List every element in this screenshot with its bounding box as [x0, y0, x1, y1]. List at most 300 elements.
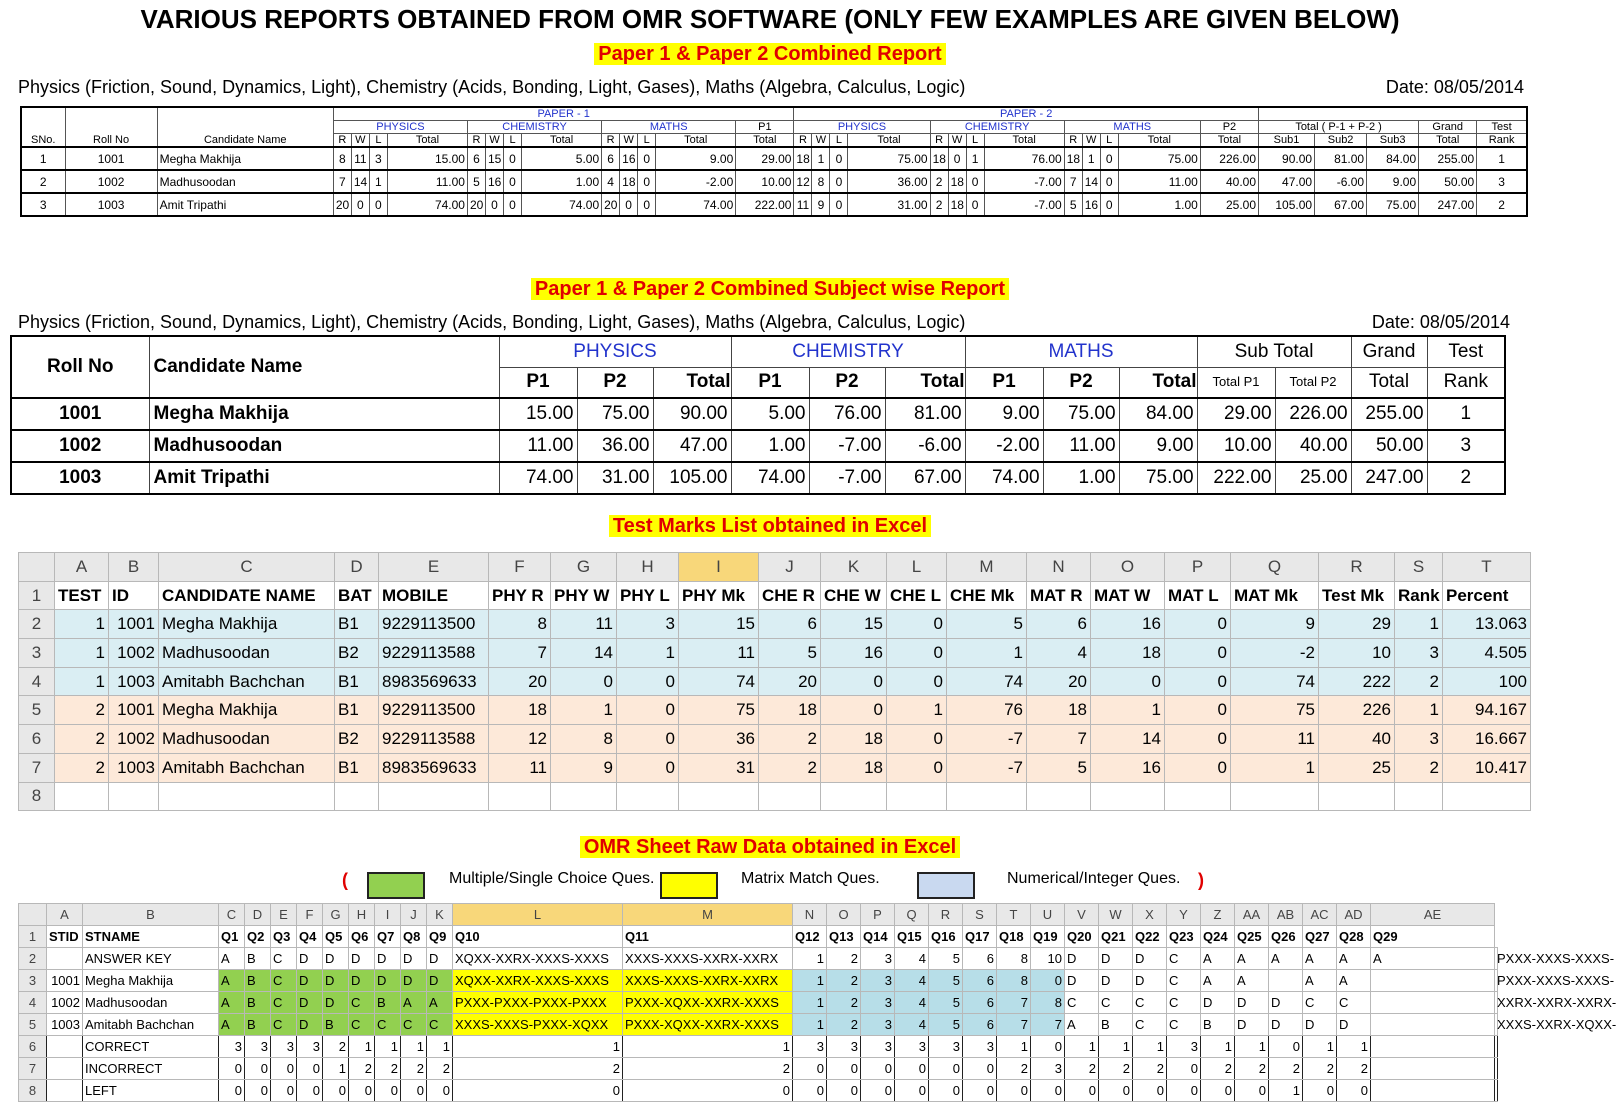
data-cell[interactable]: 15 [679, 610, 759, 639]
data-cell[interactable]: 5 [929, 1014, 963, 1036]
data-cell[interactable]: 100 [1443, 667, 1531, 696]
data-cell[interactable]: B [323, 1014, 349, 1036]
data-cell[interactable]: 0 [245, 1058, 271, 1080]
data-cell[interactable]: 4 [895, 1014, 929, 1036]
data-cell[interactable]: 4 [1027, 639, 1091, 668]
column-header[interactable]: E [271, 904, 297, 926]
data-cell[interactable]: C [1167, 1014, 1201, 1036]
data-cell[interactable]: 20 [759, 667, 821, 696]
data-cell[interactable]: 0 [401, 1080, 427, 1102]
data-cell[interactable]: C [1133, 1014, 1167, 1036]
data-cell[interactable]: 1 [427, 1036, 453, 1058]
data-cell[interactable]: 3 [861, 970, 895, 992]
column-header[interactable]: M [947, 553, 1027, 582]
row-header[interactable]: 4 [19, 992, 47, 1014]
test-marks-spreadsheet[interactable] [18, 552, 1531, 811]
data-cell[interactable]: 0 [887, 667, 947, 696]
data-cell[interactable]: 0 [323, 1080, 349, 1102]
data-cell[interactable]: 75 [679, 696, 759, 725]
header-cell[interactable]: Q12 [793, 926, 827, 948]
data-cell[interactable]: 4 [895, 970, 929, 992]
header-cell[interactable]: Q14 [861, 926, 895, 948]
data-cell[interactable]: 6 [963, 1014, 997, 1036]
column-header[interactable]: O [827, 904, 861, 926]
data-cell[interactable]: 3 [929, 1036, 963, 1058]
data-cell[interactable]: D [1303, 1014, 1337, 1036]
data-cell[interactable]: 0 [963, 1058, 997, 1080]
data-cell[interactable]: 5 [759, 639, 821, 668]
data-cell[interactable]: 9229113500 [379, 696, 489, 725]
data-cell[interactable] [1495, 1036, 1498, 1058]
empty-cell[interactable] [679, 782, 759, 811]
header-cell[interactable]: MAT R [1027, 581, 1091, 610]
data-cell[interactable]: 1 [617, 639, 679, 668]
header-cell[interactable]: MAT L [1165, 581, 1231, 610]
data-cell[interactable]: 6 [759, 610, 821, 639]
data-cell[interactable]: 1 [1065, 1036, 1099, 1058]
data-cell[interactable]: 0 [963, 1080, 997, 1102]
data-cell[interactable]: B [245, 1014, 271, 1036]
data-cell[interactable]: Megha Makhija [159, 610, 335, 639]
header-cell[interactable]: Q19 [1031, 926, 1065, 948]
data-cell[interactable]: 4 [895, 992, 929, 1014]
header-cell[interactable]: Q26 [1269, 926, 1303, 948]
data-cell[interactable]: 6 [963, 948, 997, 970]
row-header[interactable]: 5 [19, 1014, 47, 1036]
data-cell[interactable] [47, 948, 83, 970]
data-cell[interactable]: XXXS-XXRX-XQXX- [1495, 1014, 1498, 1036]
data-cell[interactable]: Madhusoodan [159, 639, 335, 668]
empty-cell[interactable] [335, 782, 379, 811]
row-header[interactable]: 8 [19, 1080, 47, 1102]
data-cell[interactable]: 5 [929, 970, 963, 992]
data-cell[interactable]: 5 [1027, 753, 1091, 782]
data-cell[interactable]: A [1201, 948, 1235, 970]
data-cell[interactable]: 3 [1395, 639, 1443, 668]
data-cell[interactable]: 6 [1027, 610, 1091, 639]
header-cell[interactable]: Q21 [1099, 926, 1133, 948]
header-cell[interactable]: Q9 [427, 926, 453, 948]
data-cell[interactable]: 2 [827, 992, 861, 1014]
data-cell[interactable]: A [427, 992, 453, 1014]
data-cell[interactable]: 0 [1165, 639, 1231, 668]
data-cell[interactable]: 1 [401, 1036, 427, 1058]
data-cell[interactable]: 9 [551, 753, 617, 782]
data-cell[interactable]: D [1065, 948, 1099, 970]
header-cell[interactable]: CHE Mk [947, 581, 1027, 610]
empty-cell[interactable] [887, 782, 947, 811]
data-cell[interactable]: A [1065, 1014, 1099, 1036]
data-cell[interactable]: 1 [1099, 1036, 1133, 1058]
data-cell[interactable]: 3 [1395, 725, 1443, 754]
data-cell[interactable]: 3 [271, 1036, 297, 1058]
data-cell[interactable]: 2 [827, 948, 861, 970]
data-cell[interactable] [1371, 970, 1495, 992]
data-cell[interactable]: A [1269, 948, 1303, 970]
data-cell[interactable]: D [1065, 970, 1099, 992]
data-cell[interactable]: 2 [1395, 667, 1443, 696]
data-cell[interactable]: 76 [947, 696, 1027, 725]
header-cell[interactable]: Q13 [827, 926, 861, 948]
data-cell[interactable]: 0 [821, 667, 887, 696]
data-cell[interactable]: 40 [1319, 725, 1395, 754]
data-cell[interactable]: 7 [1031, 1014, 1065, 1036]
column-header[interactable]: P [1165, 553, 1231, 582]
data-cell[interactable]: 9229113500 [379, 610, 489, 639]
data-cell[interactable]: D [375, 948, 401, 970]
row-header[interactable]: 3 [19, 639, 55, 668]
data-cell[interactable]: C [1337, 992, 1371, 1014]
data-cell[interactable]: 0 [349, 1080, 375, 1102]
empty-cell[interactable] [159, 782, 335, 811]
data-cell[interactable]: 0 [929, 1058, 963, 1080]
data-cell[interactable]: A [1201, 970, 1235, 992]
column-header[interactable]: AB [1269, 904, 1303, 926]
data-cell[interactable]: 0 [271, 1080, 297, 1102]
data-cell[interactable]: C [271, 948, 297, 970]
data-cell[interactable]: A [1303, 970, 1337, 992]
data-cell[interactable]: A [1235, 970, 1269, 992]
data-cell[interactable]: 2 [427, 1058, 453, 1080]
header-cell[interactable]: PHY W [551, 581, 617, 610]
data-cell[interactable]: 13.063 [1443, 610, 1531, 639]
row-header[interactable]: 2 [19, 948, 47, 970]
data-cell[interactable]: 0 [1165, 610, 1231, 639]
data-cell[interactable]: Madhusoodan [83, 992, 219, 1014]
column-header[interactable]: X [1133, 904, 1167, 926]
data-cell[interactable]: B [375, 992, 401, 1014]
data-cell[interactable]: C [349, 992, 375, 1014]
data-cell[interactable]: B2 [335, 725, 379, 754]
column-header[interactable]: O [1091, 553, 1165, 582]
data-cell[interactable]: 2 [1065, 1058, 1099, 1080]
column-header[interactable]: S [1395, 553, 1443, 582]
data-cell[interactable]: 1001 [109, 696, 159, 725]
data-cell[interactable]: D [1099, 970, 1133, 992]
data-cell[interactable]: 1 [1395, 696, 1443, 725]
data-cell[interactable]: 1 [55, 639, 109, 668]
column-header[interactable]: G [551, 553, 617, 582]
data-cell[interactable]: 18 [1027, 696, 1091, 725]
data-cell[interactable]: B1 [335, 696, 379, 725]
data-cell[interactable]: 0 [623, 1080, 793, 1102]
data-cell[interactable]: 0 [887, 725, 947, 754]
data-cell[interactable]: 15 [821, 610, 887, 639]
data-cell[interactable]: 75 [1231, 696, 1319, 725]
column-header[interactable]: D [335, 553, 379, 582]
data-cell[interactable] [1495, 1058, 1498, 1080]
header-cell[interactable]: Q17 [963, 926, 997, 948]
empty-cell[interactable] [759, 782, 821, 811]
data-cell[interactable]: 1 [349, 1036, 375, 1058]
data-cell[interactable]: 2 [401, 1058, 427, 1080]
data-cell[interactable]: 3 [963, 1036, 997, 1058]
data-cell[interactable]: Megha Makhija [83, 970, 219, 992]
header-cell[interactable]: Q3 [271, 926, 297, 948]
data-cell[interactable]: C [1167, 992, 1201, 1014]
data-cell[interactable]: 5 [929, 948, 963, 970]
data-cell[interactable]: D [1269, 992, 1303, 1014]
data-cell[interactable]: 1 [793, 970, 827, 992]
header-cell[interactable]: Q5 [323, 926, 349, 948]
data-cell[interactable]: 2 [1303, 1058, 1337, 1080]
data-cell[interactable]: 7 [997, 1014, 1031, 1036]
data-cell[interactable]: 1 [1395, 610, 1443, 639]
data-cell[interactable]: 3 [219, 1036, 245, 1058]
data-cell[interactable]: 222 [1319, 667, 1395, 696]
data-cell[interactable]: C [427, 1014, 453, 1036]
data-cell[interactable]: B [1201, 1014, 1235, 1036]
header-cell[interactable]: Test Mk [1319, 581, 1395, 610]
data-cell[interactable] [47, 1080, 83, 1102]
data-cell[interactable]: D [427, 970, 453, 992]
header-cell[interactable]: Q16 [929, 926, 963, 948]
data-cell[interactable]: 0 [861, 1058, 895, 1080]
data-cell[interactable]: 0 [1235, 1080, 1269, 1102]
data-cell[interactable]: Amitabh Bachchan [159, 667, 335, 696]
data-cell[interactable]: 11 [1231, 725, 1319, 754]
data-cell[interactable]: B [245, 948, 271, 970]
data-cell[interactable]: 8 [489, 610, 551, 639]
data-cell[interactable]: 0 [929, 1080, 963, 1102]
data-cell[interactable]: 3 [245, 1036, 271, 1058]
data-cell[interactable]: C [1065, 992, 1099, 1014]
column-header[interactable]: L [453, 904, 623, 926]
data-cell[interactable]: 0 [887, 753, 947, 782]
data-cell[interactable]: A [219, 970, 245, 992]
data-cell[interactable]: 1003 [109, 667, 159, 696]
header-cell[interactable]: Q25 [1235, 926, 1269, 948]
data-cell[interactable]: 9229113588 [379, 725, 489, 754]
data-cell[interactable]: 2 [1337, 1058, 1371, 1080]
empty-cell[interactable] [1443, 782, 1531, 811]
data-cell[interactable]: D [297, 1014, 323, 1036]
data-cell[interactable]: 1 [1337, 1036, 1371, 1058]
data-cell[interactable]: 1 [623, 1036, 793, 1058]
data-cell[interactable]: 1002 [109, 725, 159, 754]
data-cell[interactable]: 3 [895, 1036, 929, 1058]
data-cell[interactable]: 3 [861, 992, 895, 1014]
data-cell[interactable]: 25 [1319, 753, 1395, 782]
data-cell[interactable]: C [1099, 992, 1133, 1014]
data-cell[interactable]: 0 [997, 1080, 1031, 1102]
data-cell[interactable] [1371, 1080, 1495, 1102]
data-cell[interactable]: 9 [1231, 610, 1319, 639]
header-cell[interactable]: TEST [55, 581, 109, 610]
column-header[interactable]: B [83, 904, 219, 926]
data-cell[interactable]: 4 [895, 948, 929, 970]
header-cell[interactable]: Q18 [997, 926, 1031, 948]
data-cell[interactable] [1371, 1014, 1495, 1036]
data-cell[interactable]: 20 [489, 667, 551, 696]
header-cell[interactable]: Q11 [623, 926, 793, 948]
data-cell[interactable]: 0 [1031, 1080, 1065, 1102]
data-cell[interactable]: 0 [895, 1080, 929, 1102]
column-header[interactable]: I [375, 904, 401, 926]
column-header[interactable]: V [1065, 904, 1099, 926]
data-cell[interactable]: 3 [861, 1036, 895, 1058]
header-cell[interactable]: Q28 [1337, 926, 1371, 948]
data-cell[interactable]: D [1269, 1014, 1303, 1036]
empty-cell[interactable] [821, 782, 887, 811]
data-cell[interactable]: B2 [335, 639, 379, 668]
header-cell[interactable]: CHE R [759, 581, 821, 610]
column-header[interactable]: Q [1231, 553, 1319, 582]
data-cell[interactable]: 1 [793, 948, 827, 970]
data-cell[interactable]: PXXX-XQXX-XXRX-XXXS [623, 992, 793, 1014]
data-cell[interactable]: 1 [551, 696, 617, 725]
row-header[interactable]: 3 [19, 970, 47, 992]
header-cell[interactable]: Q15 [895, 926, 929, 948]
column-header[interactable]: T [1443, 553, 1531, 582]
data-cell[interactable]: 94.167 [1443, 696, 1531, 725]
data-cell[interactable]: 14 [1091, 725, 1165, 754]
column-header[interactable]: K [427, 904, 453, 926]
empty-cell[interactable] [55, 782, 109, 811]
data-cell[interactable]: 6 [963, 970, 997, 992]
data-cell[interactable]: 0 [219, 1058, 245, 1080]
column-header[interactable]: C [159, 553, 335, 582]
data-cell[interactable]: 11 [489, 753, 551, 782]
row-header[interactable]: 1 [19, 926, 47, 948]
row-header[interactable]: 5 [19, 696, 55, 725]
data-cell[interactable]: Amitabh Bachchan [83, 1014, 219, 1036]
data-cell[interactable]: A [1303, 948, 1337, 970]
data-cell[interactable]: -7 [947, 725, 1027, 754]
data-cell[interactable]: 0 [827, 1080, 861, 1102]
column-header[interactable]: W [1099, 904, 1133, 926]
data-cell[interactable]: 10.417 [1443, 753, 1531, 782]
row-header[interactable]: 6 [19, 725, 55, 754]
header-cell[interactable]: Q4 [297, 926, 323, 948]
header-cell[interactable]: Rank [1395, 581, 1443, 610]
data-cell[interactable]: 0 [1167, 1058, 1201, 1080]
data-cell[interactable]: A [1337, 970, 1371, 992]
column-header[interactable]: Y [1167, 904, 1201, 926]
header-cell[interactable]: Q6 [349, 926, 375, 948]
data-cell[interactable]: 1002 [47, 992, 83, 1014]
data-cell[interactable]: 2 [827, 1014, 861, 1036]
column-header[interactable]: K [821, 553, 887, 582]
data-cell[interactable]: 0 [375, 1080, 401, 1102]
data-cell[interactable]: 0 [827, 1058, 861, 1080]
data-cell[interactable]: 18 [821, 725, 887, 754]
data-cell[interactable]: CORRECT [83, 1036, 219, 1058]
data-cell[interactable]: 3 [861, 1014, 895, 1036]
data-cell[interactable]: 0 [297, 1058, 323, 1080]
data-cell[interactable] [47, 1058, 83, 1080]
row-header[interactable]: 4 [19, 667, 55, 696]
data-cell[interactable]: C [401, 1014, 427, 1036]
empty-cell[interactable] [1165, 782, 1231, 811]
data-cell[interactable]: B [245, 970, 271, 992]
column-header[interactable]: M [623, 904, 793, 926]
data-cell[interactable]: 10 [1031, 948, 1065, 970]
data-cell[interactable]: 2 [1201, 1058, 1235, 1080]
data-cell[interactable]: 8 [551, 725, 617, 754]
data-cell[interactable]: 0 [1031, 970, 1065, 992]
data-cell[interactable]: 7 [997, 992, 1031, 1014]
column-header[interactable]: Z [1201, 904, 1235, 926]
data-cell[interactable]: 1 [55, 667, 109, 696]
data-cell[interactable]: D [375, 970, 401, 992]
data-cell[interactable]: XXRX-XXRX-XXRX- [1495, 992, 1498, 1014]
data-cell[interactable]: 16 [821, 639, 887, 668]
header-cell[interactable]: Q24 [1201, 926, 1235, 948]
data-cell[interactable]: 0 [1165, 696, 1231, 725]
header-cell[interactable]: MAT W [1091, 581, 1165, 610]
column-header[interactable]: I [679, 553, 759, 582]
data-cell[interactable]: D [297, 992, 323, 1014]
data-cell[interactable]: B [245, 992, 271, 1014]
data-cell[interactable]: 29 [1319, 610, 1395, 639]
data-cell[interactable]: 0 [245, 1080, 271, 1102]
data-cell[interactable]: 226 [1319, 696, 1395, 725]
header-cell[interactable]: Q8 [401, 926, 427, 948]
data-cell[interactable]: 3 [297, 1036, 323, 1058]
data-cell[interactable]: 2 [1099, 1058, 1133, 1080]
data-cell[interactable]: 2 [55, 753, 109, 782]
data-cell[interactable]: 0 [1133, 1080, 1167, 1102]
data-cell[interactable]: 74 [1231, 667, 1319, 696]
data-cell[interactable]: PXXX-XXXS-XXXS- [1495, 948, 1498, 970]
data-cell[interactable]: 74 [679, 667, 759, 696]
data-cell[interactable]: 0 [1165, 667, 1231, 696]
column-header[interactable]: R [1319, 553, 1395, 582]
data-cell[interactable] [1371, 1036, 1495, 1058]
data-cell[interactable]: 1001 [109, 610, 159, 639]
data-cell[interactable]: 18 [489, 696, 551, 725]
column-header[interactable]: F [489, 553, 551, 582]
data-cell[interactable]: 5 [929, 992, 963, 1014]
data-cell[interactable]: 14 [551, 639, 617, 668]
data-cell[interactable]: 1 [1235, 1036, 1269, 1058]
column-header[interactable]: L [887, 553, 947, 582]
column-header[interactable]: N [793, 904, 827, 926]
data-cell[interactable]: 3 [827, 1036, 861, 1058]
data-cell[interactable]: 8983569633 [379, 753, 489, 782]
data-cell[interactable]: 74 [947, 667, 1027, 696]
data-cell[interactable]: 0 [887, 639, 947, 668]
header-cell[interactable]: Q29 [1371, 926, 1495, 948]
header-cell[interactable]: ID [109, 581, 159, 610]
column-header[interactable]: Q [895, 904, 929, 926]
data-cell[interactable]: D [401, 948, 427, 970]
data-cell[interactable]: C [271, 970, 297, 992]
data-cell[interactable]: 1 [947, 639, 1027, 668]
column-header[interactable]: AC [1303, 904, 1337, 926]
empty-cell[interactable] [1231, 782, 1319, 811]
data-cell[interactable]: 8 [997, 948, 1031, 970]
column-header[interactable]: E [379, 553, 489, 582]
data-cell[interactable]: C [1167, 970, 1201, 992]
data-cell[interactable]: 2 [323, 1036, 349, 1058]
column-header[interactable]: AE [1371, 904, 1495, 926]
data-cell[interactable]: A [219, 948, 245, 970]
data-cell[interactable]: 0 [617, 725, 679, 754]
data-cell[interactable]: 2 [827, 970, 861, 992]
data-cell[interactable]: 1 [1303, 1036, 1337, 1058]
column-header[interactable]: J [401, 904, 427, 926]
data-cell[interactable]: A [401, 992, 427, 1014]
data-cell[interactable]: 18 [821, 753, 887, 782]
data-cell[interactable]: 0 [1165, 753, 1231, 782]
header-cell[interactable]: PHY L [617, 581, 679, 610]
data-cell[interactable]: 2 [1269, 1058, 1303, 1080]
data-cell[interactable]: D [427, 948, 453, 970]
data-cell[interactable]: 1001 [47, 970, 83, 992]
empty-cell[interactable] [551, 782, 617, 811]
